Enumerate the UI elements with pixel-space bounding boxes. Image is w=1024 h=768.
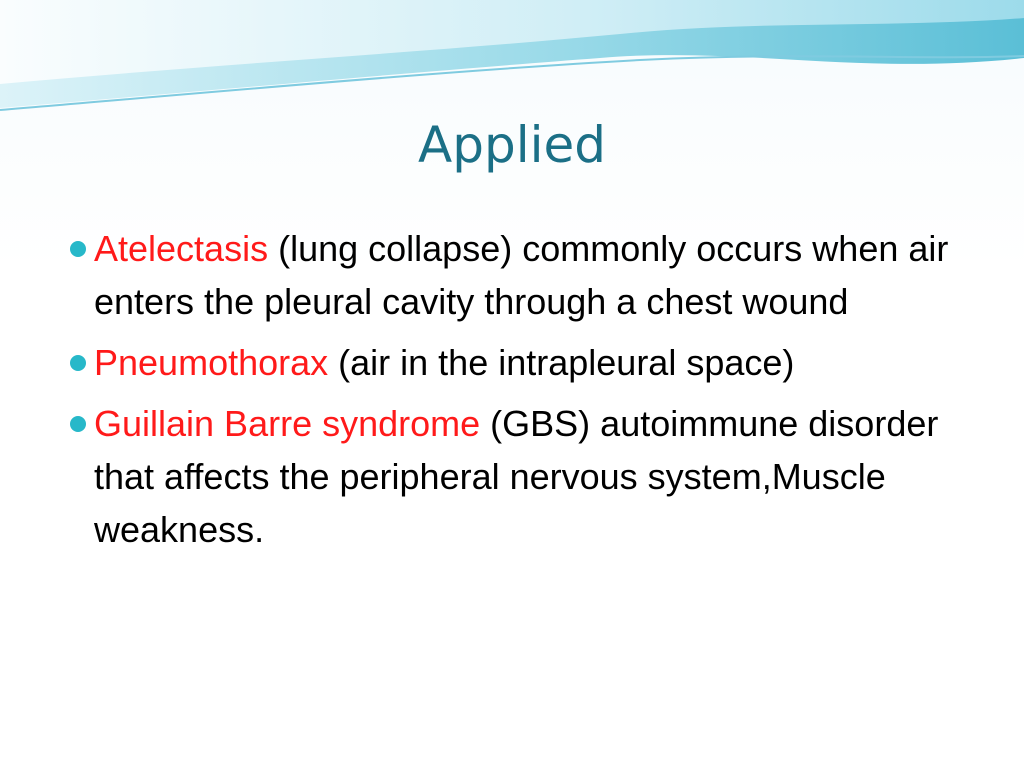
bullet-text-atelectasis: (lung collapse) commonly occurs when air enters the pleural cavity through a chest wound [94, 228, 949, 322]
bullet-dot-icon [70, 355, 86, 371]
bullet-term-pneumothorax: Pneumothorax [94, 342, 329, 383]
bullet-text-pneumothorax: (air in the intrapleural space) [338, 342, 795, 383]
bullet-item-gbs [64, 397, 964, 556]
bullet-text-gbs: (GBS) autoimmune disorder that affects the peripheral nervous system,Muscle weakness. [94, 403, 939, 550]
bullet-dot-icon [70, 416, 86, 432]
bullet-item-pneumothorax [64, 336, 964, 389]
bullet-item-atelectasis [64, 222, 964, 328]
bullet-term-gbs: Guillain Barre syndrome [94, 403, 481, 444]
bullet-term-atelectasis: Atelectasis [94, 228, 269, 269]
bullet-dot-icon [70, 241, 86, 257]
bullet-list [64, 222, 964, 564]
slide-title: Applied [418, 116, 606, 174]
